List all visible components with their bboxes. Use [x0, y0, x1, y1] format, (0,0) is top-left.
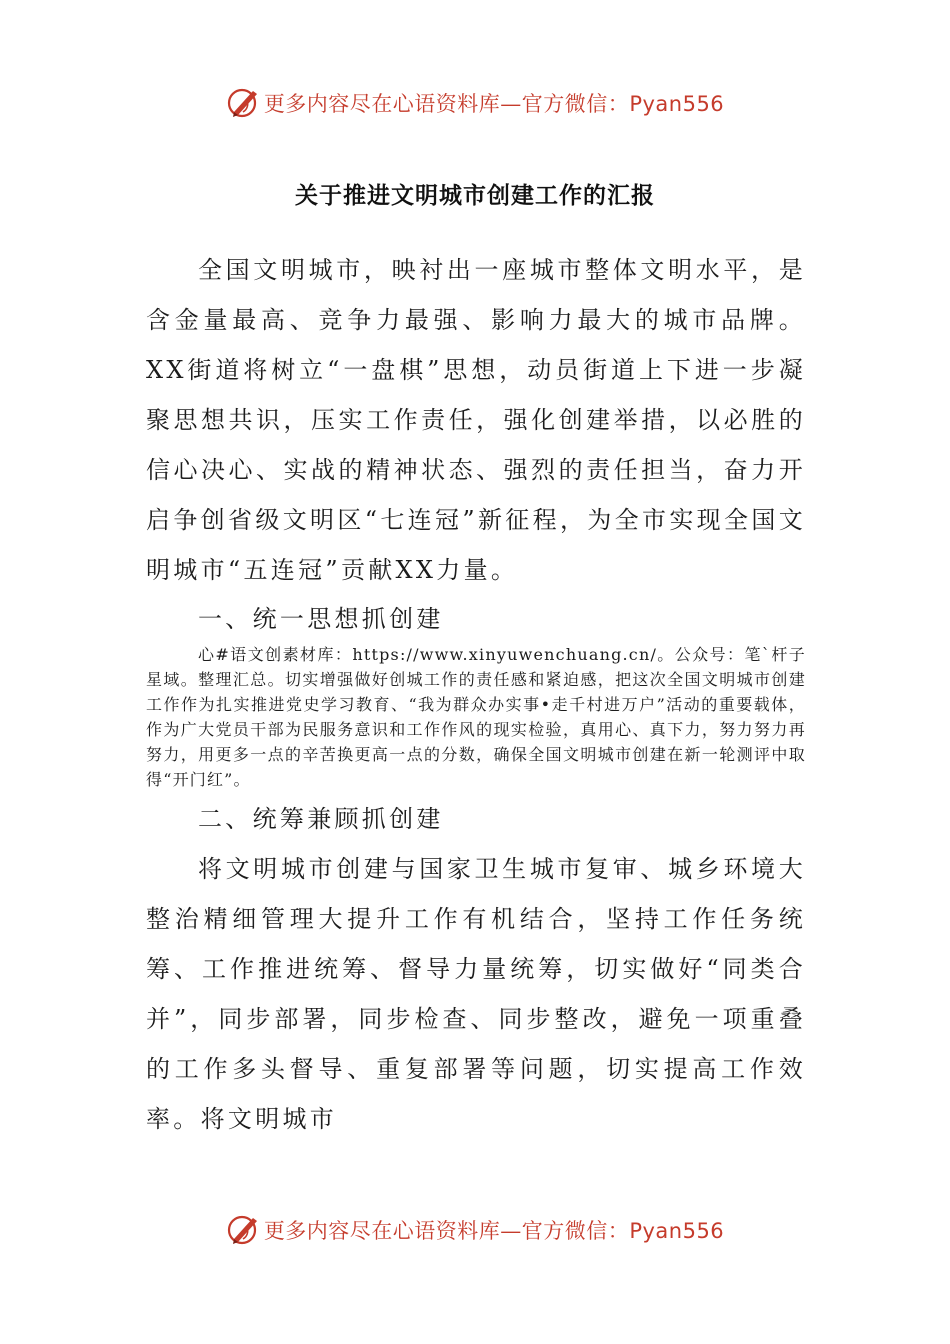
intro-paragraph-block	[146, 245, 806, 595]
banner-text: 更多内容尽在心语资料库—官方微信：Pyan556	[263, 92, 725, 116]
pen-logo-icon	[226, 1212, 262, 1248]
document-title: 关于推进文明城市创建工作的汇报	[295, 183, 655, 209]
section2-heading-block	[146, 794, 806, 844]
wechat-id: Pyan556	[629, 92, 725, 116]
banner-text: 更多内容尽在心语资料库—官方微信：Pyan556	[263, 1219, 725, 1243]
section1-heading-block	[146, 594, 806, 644]
section1-heading: 一、统一思想抓创建	[198, 605, 444, 633]
section1-body-block	[146, 642, 806, 792]
intro-paragraph: 全国文明城市，映衬出一座城市整体文明水平，是含金量最高、竞争力最强、影响力最大的城市品牌。XX街道将树立“一盘棋”思想，动员街道上下进一步凝聚思想共识，压实工作责任，强化创建举措，以必胜的信心决心、实战的精神状态、强烈的责任担当，奋力开启争创省级文明区“七连冠”新征程，为全市实现全国文明城市“五连冠”贡献XX力量。	[146, 256, 806, 584]
top-banner	[0, 81, 950, 125]
section2-heading: 二、统筹兼顾抓创建	[198, 805, 444, 833]
section1-body: 心#语文创素材库：https://www.xinyuwenchuang.cn/。公众号：笔`杆子星域。整理汇总。切实增强做好创城工作的责任感和紧迫感，把这次全国文明城市创建工作作为扎实推进党史学习教育、“我为群众办实事•走千村进万户”活动的重要载体，作为广大党员干部为民服务意识和工作作风的现实检验，真用心、真下力，努力努力再努力，用更多一点的辛苦换更高一点的分数，确保全国文明城市创建在新一轮测评中取得“开门红”。	[146, 645, 806, 789]
section2-body: 将文明城市创建与国家卫生城市复审、城乡环境大整治精细管理大提升工作有机结合，坚持工作任务统筹、工作推进统筹、督导力量统筹，切实做好“同类合并”，同步部署，同步检查、同步整改，避免一项重叠的工作多头督导、重复部署等问题，切实提高工作效率。将文明城市	[146, 855, 806, 1133]
pen-logo-icon	[226, 85, 262, 121]
wechat-id: Pyan556	[629, 1219, 725, 1243]
section2-body-block	[146, 844, 806, 1144]
bottom-banner	[0, 1208, 950, 1252]
